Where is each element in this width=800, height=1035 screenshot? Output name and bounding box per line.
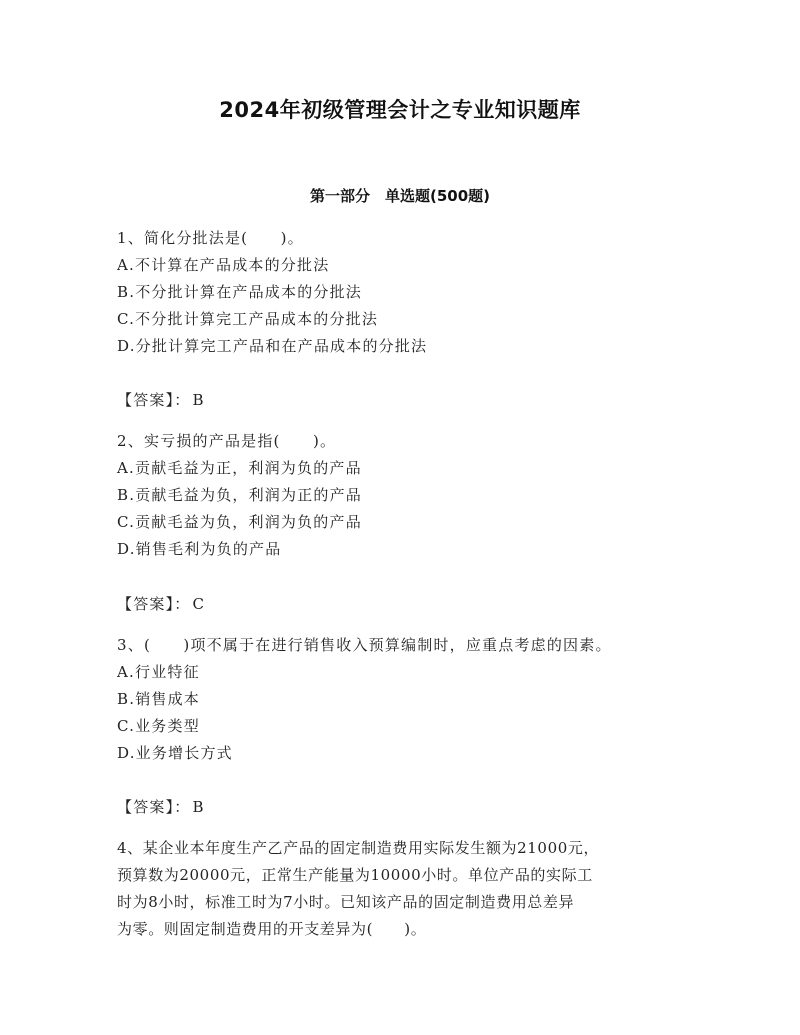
document-title: 2024年初级管理会计之专业知识题库 bbox=[219, 98, 581, 122]
question-4-stem-line-3: 时为8小时，标准工时为7小时。已知该产品的固定制造费用总差异 bbox=[117, 893, 575, 911]
question-1-option-a: A.不计算在产品成本的分批法 bbox=[117, 256, 330, 274]
question-1-option-d: D.分批计算完工产品和在产品成本的分批法 bbox=[117, 337, 428, 355]
question-4-stem-line-2: 预算数为20000元，正常生产能量为10000小时。单位产品的实际工 bbox=[117, 866, 593, 884]
question-2-option-b: B.贡献毛益为负，利润为正的产品 bbox=[117, 486, 362, 504]
question-2-option-a: A.贡献毛益为正，利润为负的产品 bbox=[117, 459, 362, 477]
question-3-option-b: B.销售成本 bbox=[117, 690, 200, 708]
answer-label: 【答案】： bbox=[117, 391, 191, 409]
answer-label: 【答案】： bbox=[117, 798, 191, 816]
question-4-stem-line-4: 为零。则固定制造费用的开支差异为( )。 bbox=[117, 920, 427, 938]
question-3-stem: 3、( )项不属于在进行销售收入预算编制时，应重点考虑的因素。 bbox=[117, 636, 612, 654]
question-3-option-a: A.行业特征 bbox=[117, 663, 200, 681]
question-1-answer bbox=[117, 390, 205, 410]
section-title: 第一部分 单选题(500题) bbox=[309, 187, 491, 205]
question-3-answer bbox=[117, 797, 205, 817]
question-3-option-c: C.业务类型 bbox=[117, 717, 200, 735]
question-1-stem: 1、简化分批法是( )。 bbox=[117, 229, 304, 247]
question-4-stem-line-1: 4、某企业本年度生产乙产品的固定制造费用实际发生额为21000元， bbox=[117, 839, 600, 857]
question-1-option-b: B.不分批计算在产品成本的分批法 bbox=[117, 283, 362, 301]
answer-value: B bbox=[192, 798, 205, 816]
question-2-answer bbox=[117, 594, 205, 614]
question-2-option-c: C.贡献毛益为负，利润为负的产品 bbox=[117, 513, 362, 531]
answer-value: C bbox=[192, 595, 206, 613]
answer-value: B bbox=[192, 391, 205, 409]
question-3-option-d: D.业务增长方式 bbox=[117, 744, 233, 762]
question-2-stem: 2、实亏损的产品是指( )。 bbox=[117, 432, 337, 450]
answer-label: 【答案】： bbox=[117, 595, 191, 613]
question-1-option-c: C.不分批计算完工产品成本的分批法 bbox=[117, 310, 379, 328]
question-2-option-d: D.销售毛利为负的产品 bbox=[117, 540, 282, 558]
